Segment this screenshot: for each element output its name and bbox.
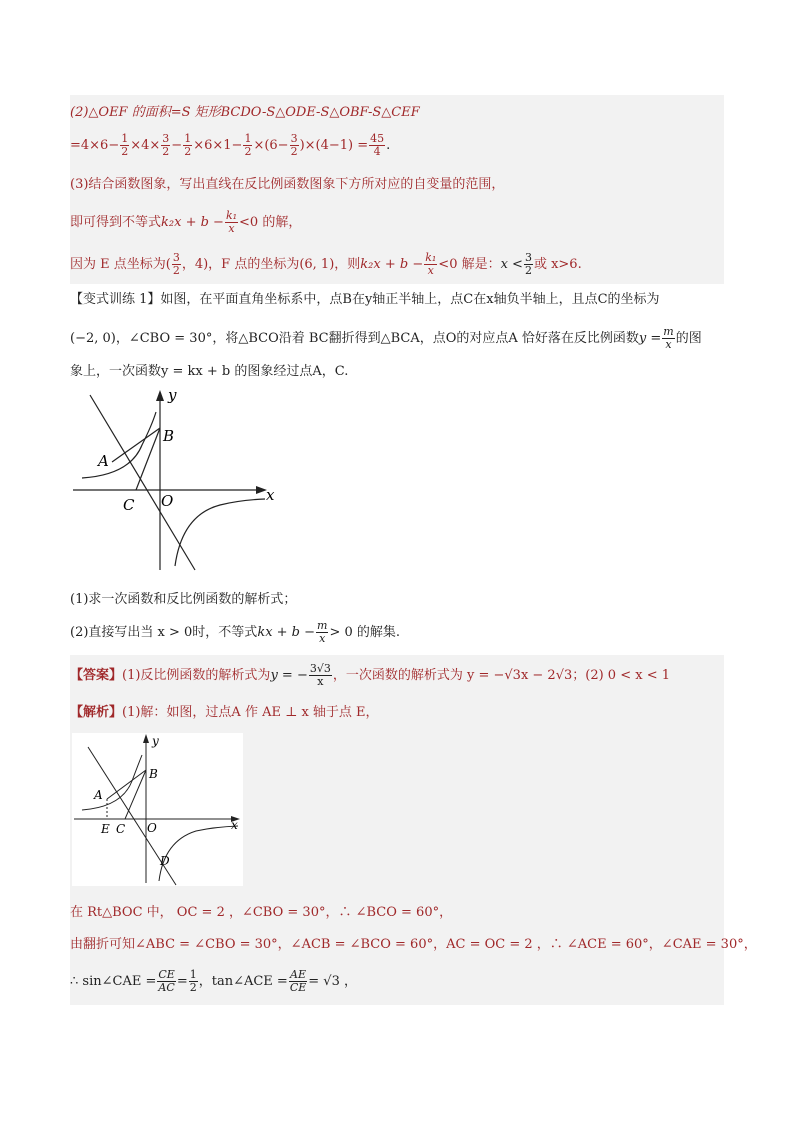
fig2-y-arrow — [143, 734, 149, 743]
question-1: (1)求一次函数和反比例函数的解析式； — [70, 592, 297, 607]
solution-line-4: 即可得到不等式k₂x + b − $\frac{\text{k₁}}{x}$ <0 的解， — [70, 209, 302, 235]
fig2-label-d: D — [160, 854, 170, 868]
figure-2 — [72, 733, 243, 886]
fig2-label-a: A — [94, 788, 103, 802]
solution-line-3: (3)结合函数图象，写出直线在反比例函数图象下方所对应的自变量的范围， — [70, 177, 505, 192]
fig2-label-b: B — [149, 767, 158, 781]
fig2-label-o: O — [147, 821, 157, 835]
variant-line-1: 【变式训练 1】如图，在平面直角坐标系中，点B在y轴正半轴上，点C在x轴负半轴上，且点C的坐标为 — [70, 292, 660, 307]
y-axis-arrow — [156, 390, 164, 401]
answer-block — [70, 655, 757, 1005]
label-y: y — [168, 390, 177, 404]
linear-function-line — [90, 395, 195, 570]
label-o: O — [161, 492, 174, 510]
variant-line-3: 象上，一次函数y = kx + b 的图象经过点A，C. — [70, 364, 349, 379]
solution-line-5: 因为 E 点坐标为( $\frac{3}{2}$ ，4)，F 点的坐标为(6, 1)，则k₂x + b − $\frac{\text{k₁}}{x}$ <0 解是：x < $\frac{3}{2}$ 或 x>6. — [70, 251, 582, 277]
fig2-hyperbola-right — [159, 826, 238, 881]
trig-line: ∴ sin∠CAE = $\frac{CE}{AC}$ = $\frac{1}{2}$ ，tan∠ACE = $\frac{AE}{CE}$ = √3 ， — [70, 968, 357, 994]
label-x: x — [266, 486, 275, 504]
fig2-label-x: x — [231, 818, 238, 832]
label-b: B — [163, 427, 175, 445]
analysis-line: 【解析】(1)解：如图，过点A 作 AE ⊥ x 轴于点 E， — [70, 705, 379, 720]
fig2-label-c: C — [116, 822, 126, 836]
solution-line-1: (2)△OEF 的面积=S 矩形BCDO-S△ODE-S△OBF-S△CEF — [70, 105, 420, 120]
hyperbola-branch-right — [175, 499, 265, 566]
fig2-label-y: y — [152, 734, 159, 748]
fig2-hyperbola-left — [82, 755, 142, 810]
label-c: C — [123, 496, 135, 514]
answer-line: 【答案】(1)反比例函数的解析式为y = − $\frac{3√3}{x}$ ，一次函数的解析式为 y = −√3x − 2√3；(2) 0 < x < 1 — [70, 662, 670, 688]
figure-2-frame — [72, 733, 243, 886]
solution-line-2: =4×6− $\frac{1}{2}$ ×4× $\frac{3}{2}$ − $\frac{1}{2}$ ×6×1− $\frac{1}{2}$ ×(6− $\frac{3}{2}$ )×(4−1) = $\frac{45}{4}$ . — [70, 132, 391, 158]
variant-block — [70, 290, 724, 646]
question-2: (2)直接写出当 x > 0时，不等式kx + b − $\frac{m}{x}$ > 0 的解集. — [70, 619, 401, 645]
label-a: A — [98, 452, 109, 470]
fold-line: 由翻折可知∠ABC = ∠CBO = 30°，∠ACB = ∠BCO = 60°，AC = OC = 2 ，∴ ∠ACE = 60°，∠CAE = 30°， — [70, 937, 757, 952]
figure-1 — [70, 390, 290, 575]
variant-line-2: (−2, 0)，∠CBO = 30°，将△BCO沿着 BC翻折得到△BCA，点O的对应点A 恰好落在反比例函数y = $\frac{m}{x}$ 的图 — [70, 325, 702, 351]
segment-cb — [136, 428, 160, 490]
solution-block — [70, 95, 724, 284]
rt-triangle-line: 在 Rt△BOC 中， OC = 2 ，∠CBO = 30°，∴ ∠BCO = 60°， — [70, 905, 453, 920]
fig2-label-e: E — [101, 822, 110, 836]
